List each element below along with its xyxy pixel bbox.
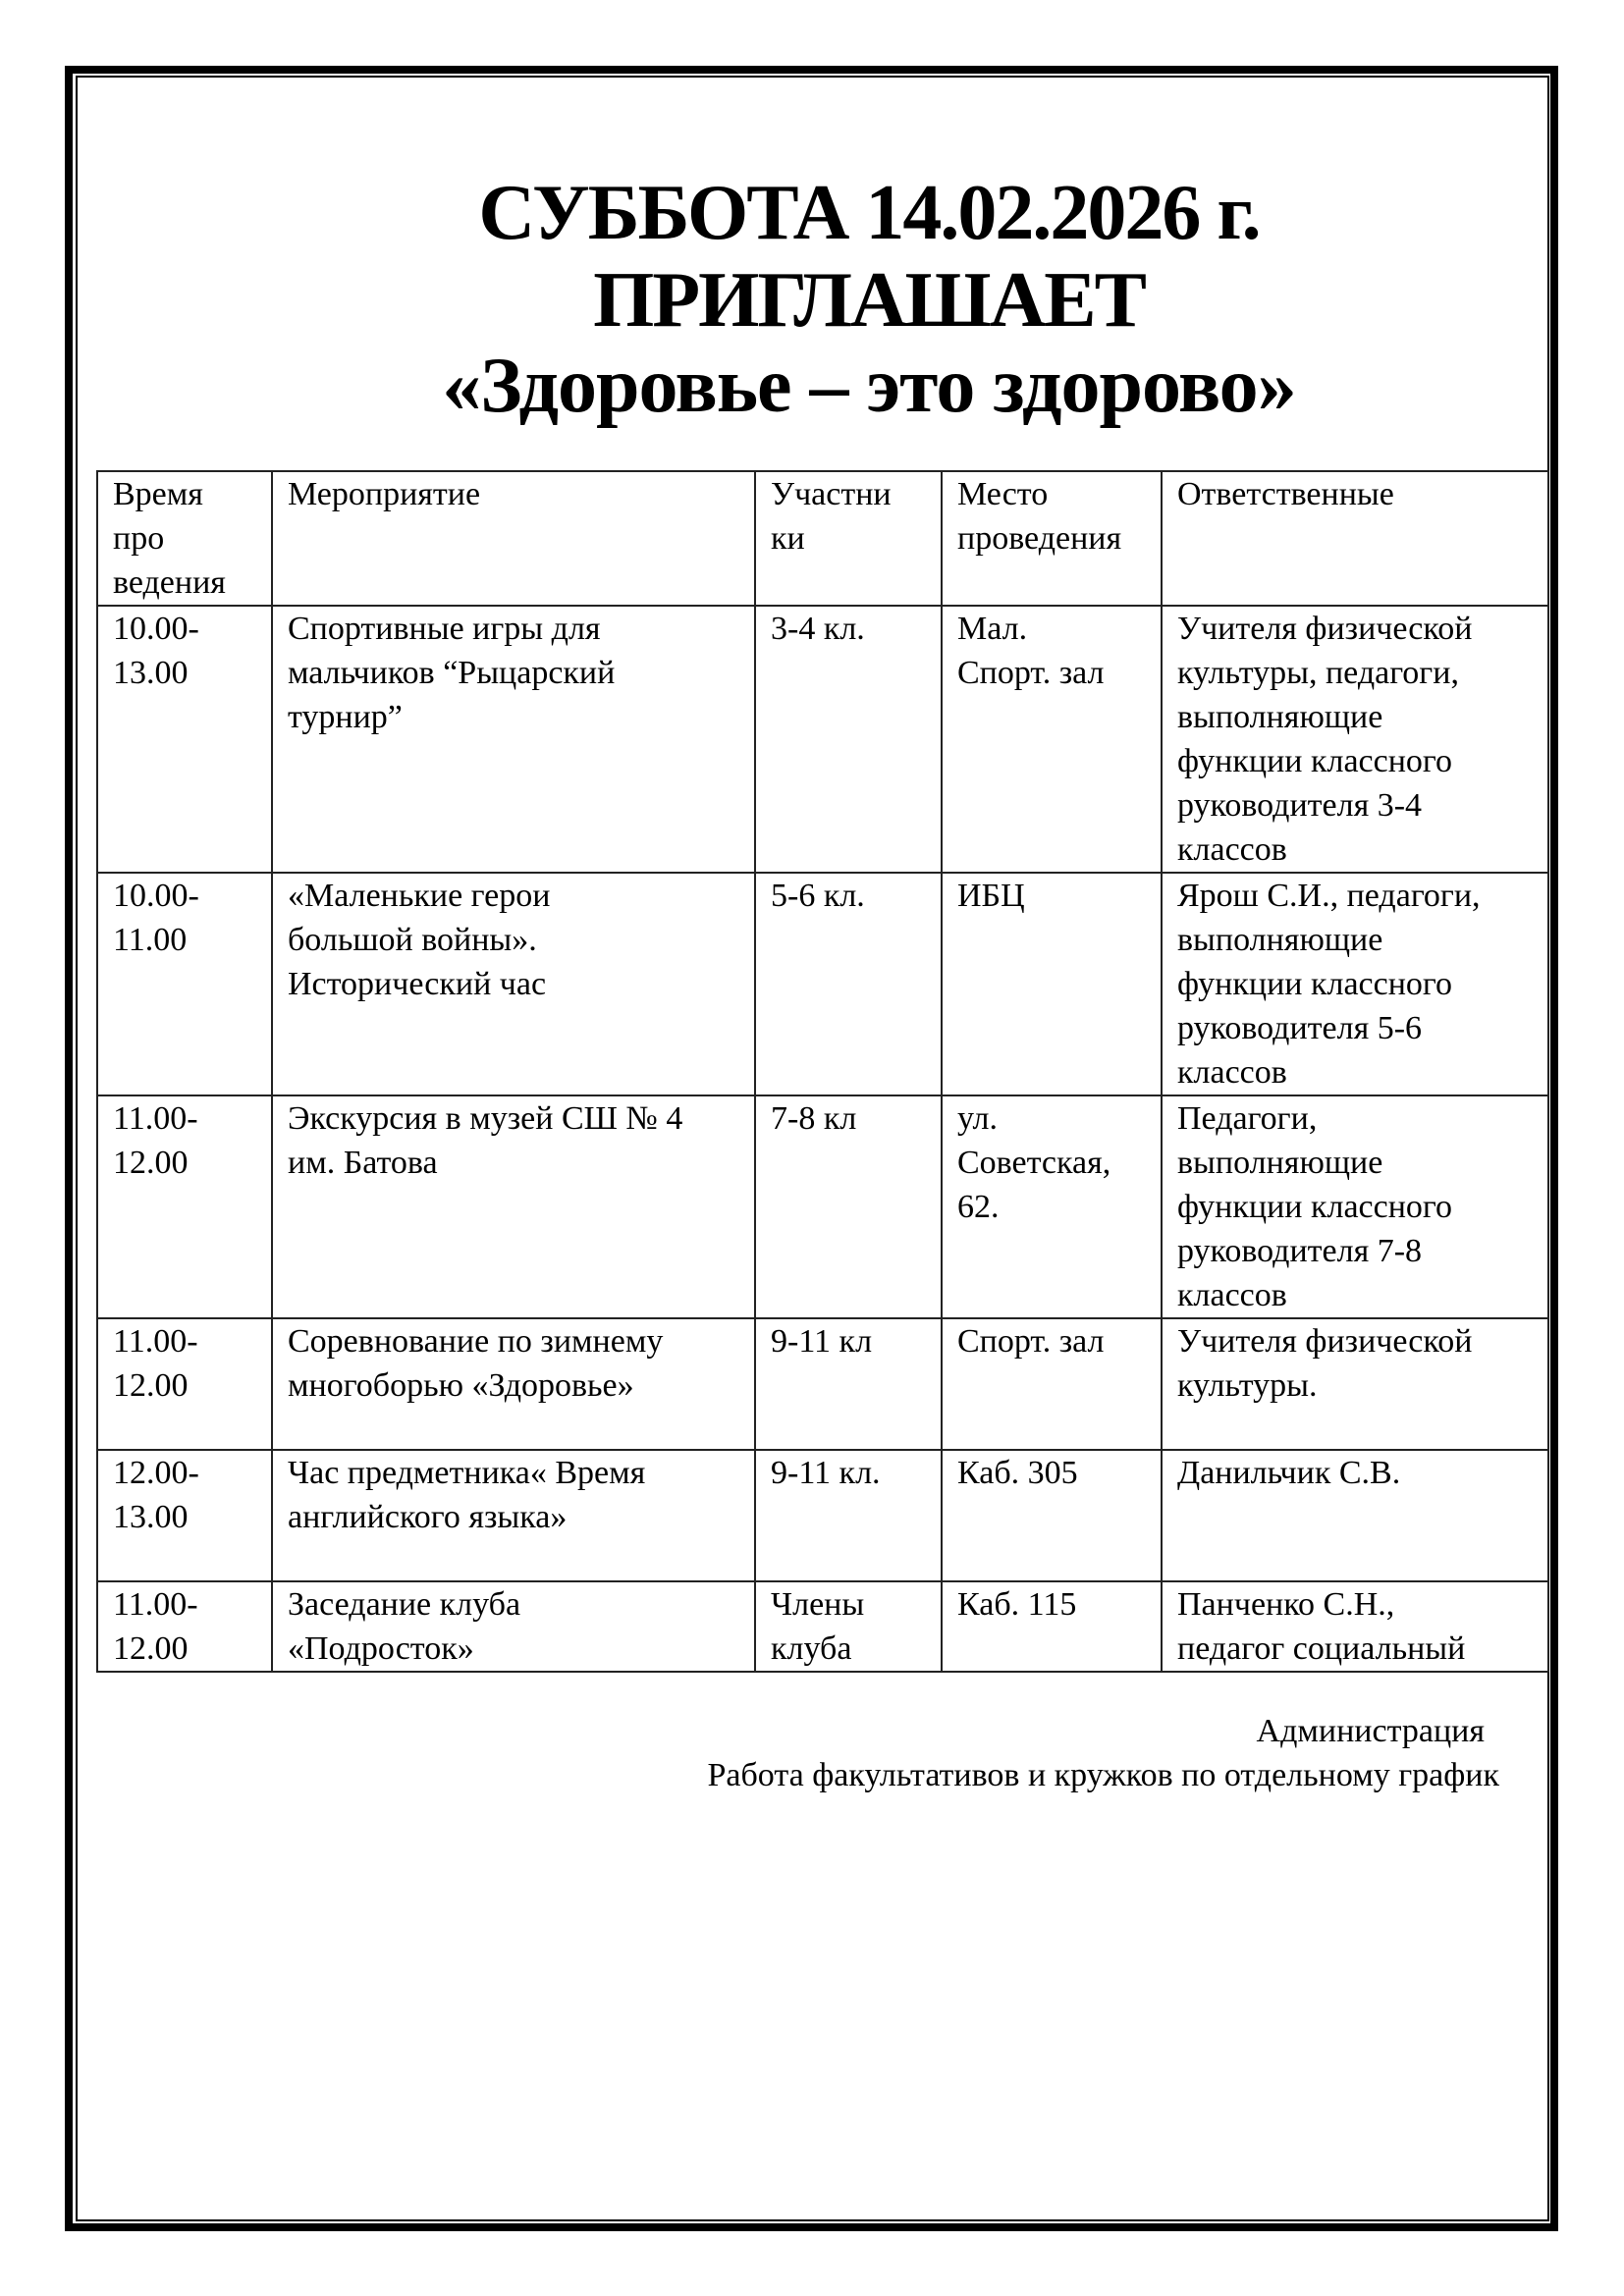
footer-note: Работа факультативов и кружков по отдельному график (707, 1757, 1499, 1793)
header-location: Место проведения (942, 471, 1162, 606)
table-row (97, 1095, 1548, 1318)
cell-participants: 9-11 кл (755, 1318, 942, 1450)
header-participants: Участни ки (755, 471, 942, 606)
cell-location: Каб. 305 (942, 1450, 1162, 1581)
cell-responsible: Учителя физической культуры, педагоги, выполняющие функции классного руководителя 3-4 классов (1162, 606, 1548, 873)
cell-responsible: Учителя физической культуры. (1162, 1318, 1548, 1450)
cell-location: Каб. 115 (942, 1581, 1162, 1672)
table-row (97, 606, 1548, 873)
cell-event: Заседание клуба «Подросток» (272, 1581, 755, 1672)
table-row (97, 873, 1548, 1095)
table-row (97, 1450, 1548, 1581)
cell-responsible: Ярош С.И., педагоги, выполняющие функции классного руководителя 5-6 классов (1162, 873, 1548, 1095)
title-event-name: «Здоровье – это здорово» (442, 343, 1296, 429)
cell-event: Спортивные игры для мальчиков “Рыцарский турнир” (272, 606, 755, 873)
cell-time: 11.00- 12.00 (97, 1318, 272, 1450)
cell-event: Соревнование по зимнему многоборью «Здоровье» (272, 1318, 755, 1450)
cell-time: 12.00- 13.00 (97, 1450, 272, 1581)
cell-time: 10.00- 11.00 (97, 873, 272, 1095)
footer-signature: Администрация (1256, 1713, 1485, 1749)
cell-time: 11.00- 12.00 (97, 1095, 272, 1318)
cell-participants: 9-11 кл. (755, 1450, 942, 1581)
header-time: Время про ведения (97, 471, 272, 606)
cell-event: Час предметника« Время английского языка» (272, 1450, 755, 1581)
header-event: Мероприятие (272, 471, 755, 606)
cell-location: ИБЦ (942, 873, 1162, 1095)
cell-participants: Члены клуба (755, 1581, 942, 1672)
table-row (97, 1581, 1548, 1672)
cell-time: 11.00- 12.00 (97, 1581, 272, 1672)
cell-location: Спорт. зал (942, 1318, 1162, 1450)
schedule-table (96, 470, 1549, 1673)
cell-responsible: Панченко С.Н., педагог социальный (1162, 1581, 1548, 1672)
cell-location: Мал. Спорт. зал (942, 606, 1162, 873)
cell-responsible: Педагоги, выполняющие функции классного руководителя 7-8 классов (1162, 1095, 1548, 1318)
cell-event: Экскурсия в музей СШ № 4 им. Батова (272, 1095, 755, 1318)
table-header-row (97, 471, 1548, 606)
table-row (97, 1318, 1548, 1450)
header-responsible: Ответственные (1162, 471, 1548, 606)
title-date: СУББОТА 14.02.2026 г. (478, 170, 1260, 256)
cell-participants: 5-6 кл. (755, 873, 942, 1095)
title-invites: ПРИГЛАШАЕТ (593, 257, 1145, 344)
cell-time: 10.00- 13.00 (97, 606, 272, 873)
cell-event: «Маленькие герои большой войны». Исторический час (272, 873, 755, 1095)
cell-responsible: Данильчик С.В. (1162, 1450, 1548, 1581)
cell-participants: 7-8 кл (755, 1095, 942, 1318)
cell-location: ул. Советская, 62. (942, 1095, 1162, 1318)
cell-participants: 3-4 кл. (755, 606, 942, 873)
